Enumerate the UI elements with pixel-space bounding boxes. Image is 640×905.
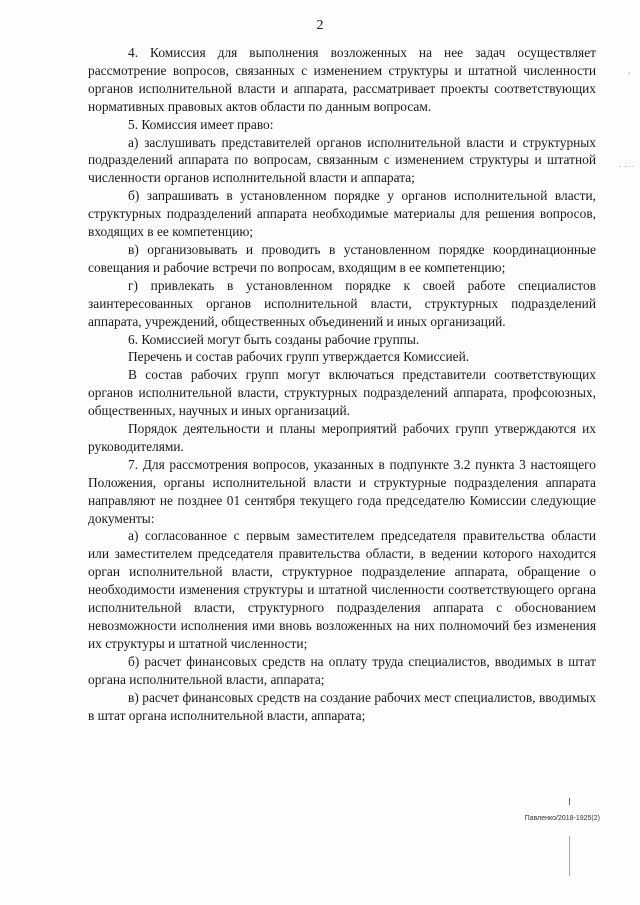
paragraph-item-6: 6. Комиссией могут быть созданы рабочие группы. — [128, 331, 420, 347]
paragraph-subitem-5g: г) привлекать в установленном порядке к своей работе специалистов заинтересованных органов исполнительной власти, структурных подразделений аппарата, учреждений, общественных объединений и иных организаций. — [88, 277, 596, 329]
paragraph-working-groups-list: Перечень и состав рабочих групп утверждается Комиссией. — [128, 349, 470, 365]
paragraph-subitem-7a: а) согласованное с первым заместителем председателя правительства области или заместителем председателя правительства области, в ведении которого находится орган исполнительной власти, структурное подразделение аппарата, обращение о необходимости изменения структуры и штатной численности соответствующего органа исполнительной власти, структурного подразделения аппарата с обоснованием невозможности исполнения ими вновь возложенных на них полномочий без изменения их структуры и штатной численности; — [88, 528, 596, 651]
paragraph-subitem-5b: б) запрашивать в установленном порядке у органов исполнительной власти, структурных подразделений аппарата необходимые материалы для решения вопросов, входящих в ее компетенцию; — [88, 188, 596, 240]
paragraph-item-7: 7. Для рассмотрения вопросов, указанных в подпункте 3.2 пункта 3 настоящего Положения, органы исполнительной власти и структурные подразделения аппарата направляют не позднее 01 сентября текущего года председателю Комиссии следующие документы: — [88, 456, 596, 526]
document-code: Павленко/2018-1925(2) — [524, 815, 600, 822]
scan-mark-line — [569, 836, 570, 876]
paragraph-item-5: 5. Комиссия имеет право: — [128, 116, 274, 132]
paragraph-subitem-5a: а) заслушивать представителей органов исполнительной власти и структурных подразделений аппарата по вопросам, связанным с изменением структуры и штатной численности органов исполнительной власти и аппарата; — [88, 134, 596, 186]
paragraph-working-groups-procedure: Порядок деятельности и планы мероприятий рабочих групп утверждаются их руководителями. — [88, 421, 596, 454]
document-body — [88, 44, 596, 724]
scan-artifact: , — [628, 66, 631, 75]
paragraph-subitem-7b: б) расчет финансовых средств на оплату труда специалистов, вводимых в штат органа исполнительной власти, аппарата; — [88, 653, 596, 687]
paragraph-working-groups-composition: В состав рабочих групп могут включаться представители соответствующих органов исполнительной власти, структурных подразделений аппарата, профсоюзных, общественных, научных и иных организаций. — [88, 367, 596, 419]
paragraph-subitem-5v: в) организовывать и проводить в установленном порядке координационные совещания и рабочие встречи по вопросам, входящим в ее компетенцию; — [88, 241, 596, 275]
scan-mark-line — [569, 798, 570, 805]
scan-artifact: . .. . — [619, 160, 635, 169]
paragraph-item-4: 4. Комиссия для выполнения возложенных на нее задач осуществляет рассмотрение вопросов, связанных с изменением структуры и штатной численности органов исполнительной власти и аппарата, рассматривает проекты соответствующих нормативных правовых актов области по данным вопросам. — [88, 45, 596, 114]
page-number: 2 — [316, 18, 324, 33]
paragraph-subitem-7v: в) расчет финансовых средств на создание рабочих мест специалистов, вводимых в штат органа исполнительной власти, аппарата; — [88, 689, 596, 723]
